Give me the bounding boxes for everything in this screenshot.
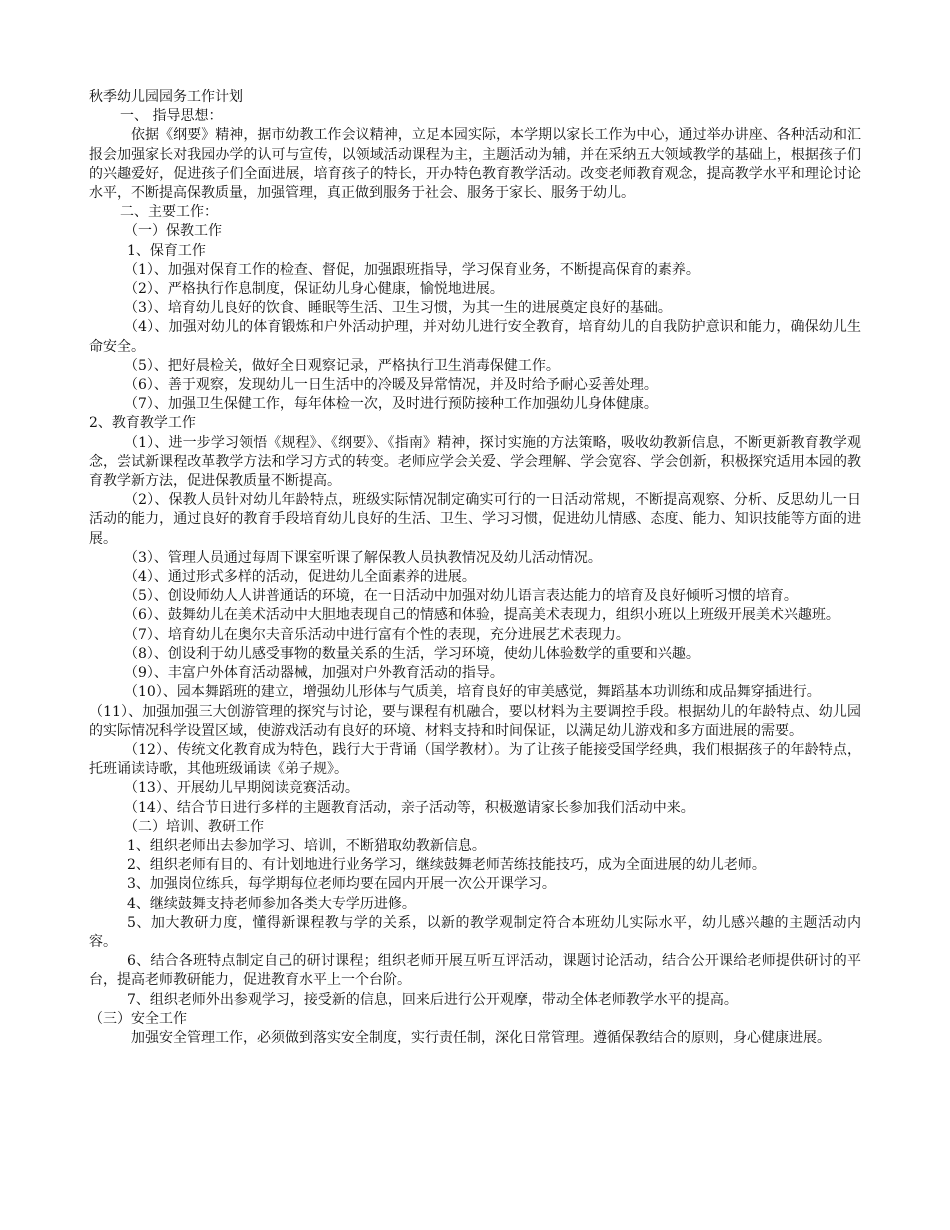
- section-heading-guiding-thought: 一、 指导思想：: [120, 108, 223, 125]
- care-item: （4）、加强对幼儿的体育锻炼和户外活动护理，并对幼儿进行安全教育，培育幼儿的自我防护意识和能力，确保幼儿生命安全。: [89, 319, 861, 355]
- teaching-item: （9）、丰富户外体育活动器械，加强对户外教育活动的指导。: [124, 665, 504, 682]
- teaching-item: （6）、鼓舞幼儿在美术活动中大胆地表现自己的情感和体验，提高美术表现力，组织小班以上班级开展美术兴趣班。: [124, 607, 840, 624]
- teaching-item: （4）、通过形式多样的活动，促进幼儿全面素养的进展。: [124, 569, 476, 586]
- training-item: 2、组织老师有目的、有计划地进行业务学习，继续鼓舞老师苦练技能技巧，成为全面进展的幼儿老师。: [127, 857, 766, 874]
- teaching-item: （8）、创设利于幼儿感受事物的数量关系的生活，学习环境，使幼儿体验数学的重要和兴趣。: [124, 645, 700, 662]
- training-item: 1、组织老师出去参加学习、培训，不断猎取幼教新信息。: [127, 837, 486, 854]
- care-item: （1）、加强对保育工作的检查、督促，加强跟班指导，学习保育业务，不断提高保育的素养。: [124, 261, 700, 278]
- teaching-item: （10）、园本舞蹈班的建立，增强幼儿形体与气质美，培育良好的审美感觉，舞蹈基本功训练和成品舞穿插进行。: [124, 684, 821, 701]
- guiding-thought-paragraph: 依据《纲要》精神，据市幼教工作会议精神，立足本园实际，本学期以家长工作为中心，通过举办讲座、各种活动和汇报会加强家长对我园办学的认可与宣传，以领域活动课程为主，主题活动为辅，并在采纳五大领域教学的基础上，根据孩子们的兴趣爱好，促进孩子们全面进展，培育孩子的特长，开办特色教育教学活动。改变老师教育观念，提高教学水平和理论讨论水平，不断提高保教质量，加强管理，真正做到服务于社会、服务于家长、服务于幼儿。: [89, 127, 861, 202]
- care-item: （3）、培育幼儿良好的饮食、睡眠等生活、卫生习惯，为其一生的进展奠定良好的基础。: [124, 300, 672, 317]
- document-title: 秋季幼儿园园务工作计划: [89, 89, 243, 105]
- teaching-item: （7）、培育幼儿在奥尔夫音乐活动中进行富有个性的表现，充分进展艺术表现力。: [124, 626, 630, 643]
- item-heading-teaching: 2、教育教学工作: [89, 415, 196, 432]
- teaching-item: （14）、结合节日进行多样的主题教育活动，亲子活动等，积极邀请家长参加我们活动中来。: [124, 799, 695, 816]
- care-item: （6）、善于观察，发现幼儿一日生活中的冷暖及异常情况，并及时给予耐心妥善处理。: [124, 377, 658, 394]
- training-item: 6、结合各班特点制定自己的研讨课程；组织老师开展互听互评活动，课题讨论活动，结合公开课给老师提供研讨的平台，提高老师教研能力，促进教育水平上一个台阶。: [89, 953, 861, 989]
- document-page: [89, 88, 861, 1048]
- care-item: （2）、严格执行作息制度，保证幼儿身心健康，愉悦地进展。: [124, 281, 504, 298]
- safety-paragraph: 加强安全管理工作，必须做到落实安全制度，实行责任制，深化日常管理。遵循保教结合的原则，身心健康进展。: [131, 1029, 831, 1046]
- teaching-item: （12）、传统文化教育成为特色，践行大于背诵（国学教材）。为了让孩子能接受国学经典，我们根据孩子的年龄特点，托班诵读诗歌，其他班级诵读《弟子规》。: [89, 741, 861, 778]
- training-item: 5、加大教研力度，懂得新课程教与学的关系，以新的教学观制定符合本班幼儿实际水平，幼儿感兴趣的主题活动内容。: [89, 914, 861, 950]
- teaching-item: （11）、加强加强三大创游管理的探究与讨论，要与课程有机融合，要以材料为主要调控手段。根据幼儿的年龄特点、幼儿园的实际情况科学设置区域，使游戏活动有良好的环境、材料支持和时间保证，以满足幼儿游戏和多方面进展的需要。: [89, 703, 861, 739]
- teaching-item: （3）、管理人员通过每周下课室听课了解保教人员执教情况及幼儿活动情况。: [124, 549, 602, 566]
- item-heading-childcare: 1、保育工作: [127, 242, 206, 259]
- training-item: 3、加强岗位练兵，每学期每位老师均要在园内开展一次公开课学习。: [127, 876, 556, 893]
- subsection-heading-training-research: （二）培训、教研工作: [124, 818, 264, 835]
- teaching-item: （13）、开展幼儿早期阅读竞赛活动。: [124, 780, 359, 797]
- teaching-item: （1）、进一步学习领悟《规程》、《纲要》、《指南》精神，探讨实施的方法策略，吸收幼教新信息，不断更新教育教学观念，尝试新课程改革教学方法和学习方式的转变。老师应学会关爱、学会理解、学会宽容、学会创新，积极探究适用本园的教育教学新方法，促进保教质量不断提高。: [89, 434, 861, 490]
- teaching-item: （2）、保教人员针对幼儿年龄特点，班级实际情况制定确实可行的一日活动常规，不断提高观察、分析、反思幼儿一日活动的能力，通过良好的教育手段培育幼儿良好的生活、卫生、学习习惯，促进幼儿情感、态度、能力、知识技能等方面的进展。: [89, 492, 861, 547]
- section-heading-main-work: 二、主要工作：: [120, 204, 218, 221]
- training-item: 4、继续鼓舞支持老师参加各类大专学历进修。: [127, 895, 416, 912]
- subsection-heading-care-education: （一）保教工作: [124, 223, 222, 240]
- care-item: （7）、加强卫生保健工作，每年体检一次，及时进行预防接种工作加强幼儿身体健康。: [124, 396, 658, 413]
- training-item: 7、组织老师外出参观学习，接受新的信息，回来后进行公开观摩，带动全体老师教学水平的提高。: [127, 991, 738, 1008]
- care-item: （5）、把好晨检关，做好全日观察记录，严格执行卫生消毒保健工作。: [124, 357, 560, 374]
- teaching-item: （5）、创设师幼人人讲普通话的环境，在一日活动中加强对幼儿语言表达能力的培育及良好倾听习惯的培育。: [124, 588, 798, 605]
- subsection-heading-safety: （三）安全工作: [89, 1010, 187, 1027]
